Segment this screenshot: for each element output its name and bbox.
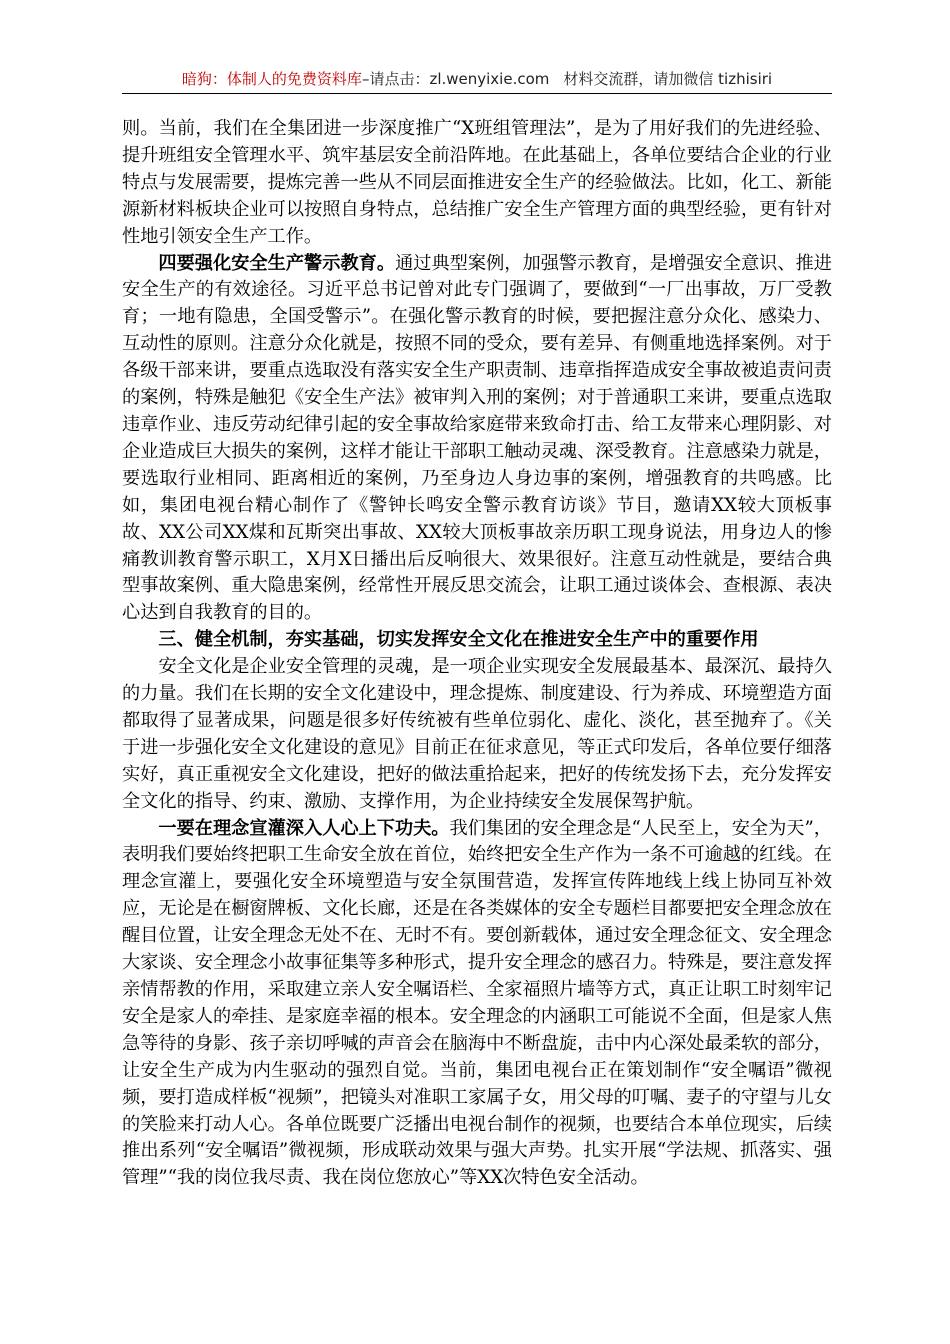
section-heading-3: 三、健全机制，夯实基础，切实发挥安全文化在推进安全生产中的重要作用	[158, 629, 759, 651]
paragraph-2-text: 通过典型案例，加强警示教育，是增强安全意识、推进安全生产的有效途径。习近平总书记曾对此专门强调了，要做到“一厂出事故，万厂受教育；一地有隐患，全国受警示”。在强化警示教育的时候，要把握注意分众化、感染力、互动性的原则。注意分众化就是，按照不同的受众，要有差异、有侧重地选择案例。对于各级干部来讲，要重点选取没有落实安全生产职责制、违章指挥造成安全事故被追责问责的案例，特殊是触犯《安全生产法》被审判入刑的案例；对于普通职工来讲，要重点选取违章作业、违反劳动纪律引起的安全事故给家庭带来致命打击、给工友带来心理阴影、对企业造成巨大损失的案例，这样才能让干部职工触动灵魂、深受教育。注意感染力就是，要选取行业相同、距离相近的案例，乃至身边人身边事的案例，增强教育的共鸣感。比如，集团电视台精心制作了《警钟长鸣安全警示教育访谈》节目，邀请XX较大顶板事故、XX公司XX煤和瓦斯突出事故、XX较大顶板事故亲历职工现身说法，用身边人的惨痛教训教育警示职工，X月X日播出后反响很大、效果很好。注意互动性就是，要结合典型事故案例、重大隐患案例，经常性开展反思交流会，让职工通过谈体会、查根源、表决心达到自我教育的目的。	[122, 252, 832, 624]
header-click-prompt: –请点击：	[361, 70, 430, 88]
paragraph-4-text: 我们集团的安全理念是“人民至上，安全为天”，表明我们要始终把职工生命安全放在首位，始终把安全生产作为一条不可逾越的红线。在理念宣灌上，要强化安全环境塑造与安全氛围营造，发挥宣传阵地线上线上协同互补效应，无论是在橱窗牌板、文化长廊，还是在各类媒体的安全专题栏目都要把安全理念放在醒目位置，让安全理念无处不在、无时不有。要创新载体，通过安全理念征文、安全理念大家谈、安全理念小故事征集等多种形式，提升安全理念的感召力。特殊是，要注意发挥亲情帮教的作用，采取建立亲人安全嘱语栏、全家福照片墙等方式，真正让职工时刻牢记安全是家人的牵挂、是家庭幸福的根本。安全理念的内涵职工可能说不全面，但是家人焦急等待的身影、孩子亲切呼喊的声音会在脑海中不断盘旋，击中内心深处最柔软的部分，让安全生产成为内生驱动的强烈自觉。当前，集团电视台正在策划制作“安全嘱语”微视频，要打造成样板“视频”，把镜头对准职工家属子女，用父母的叮嘱、妻子的守望与儿女的笑脸来打动人心。各单位既要广泛播出电视台制作的视频，也要结合本单位现实，后续推出系列“安全嘱语”微视频，形成联动效果与强大声势。扎实开展“学法规、抓落实、强管理”“我的岗位我尽责、我在岗位您放心”等XX次特色安全活动。	[122, 817, 832, 1189]
page-header	[122, 64, 832, 94]
document-body	[122, 116, 832, 1192]
header-brand: 暗狗：体制人的免费资料库	[181, 70, 362, 88]
header-contact: 材料交流群，请加微信 tizhisiri	[563, 70, 773, 88]
header-url-link[interactable]: zl.wenyixie.com	[429, 70, 550, 88]
paragraph-1: 则。当前，我们在全集团进一步深度推广“X班组管理法”，是为了用好我们的先进经验、提升班组安全管理水平、筑牢基层安全前沿阵地。在此基础上，各单位要结合企业的行业特点与发展需要，提炼完善一些从不同层面推进安全生产的经验做法。比如，化工、新能源新材料板块企业可以按照自身特点，总结推广安全生产管理方面的典型经验，更有针对性地引领安全生产工作。	[122, 118, 832, 247]
paragraph-4	[122, 816, 832, 1193]
paragraph-2	[122, 251, 832, 628]
paragraph-3: 安全文化是企业安全管理的灵魂，是一项企业实现安全发展最基本、最深沉、最持久的力量。我们在长期的安全文化建设中，理念提炼、制度建设、行为养成、环境塑造方面都取得了显著成果，问题是很多好传统被有些单位弱化、虚化、淡化，甚至抛弃了。《关于进一步强化安全文化建设的意见》目前正在征求意见，等正式印发后，各单位要仔细落实好，真正重视安全文化建设，把好的做法重拾起来，把好的传统发扬下去，充分发挥安全文化的指导、约束、激励、支撑作用，为企业持续安全发展保驾护航。	[122, 656, 832, 812]
paragraph-4-lead: 一要在理念宣灌深入人心上下功夫。	[158, 817, 450, 839]
paragraph-2-lead: 四要强化安全生产警示教育。	[158, 252, 396, 274]
